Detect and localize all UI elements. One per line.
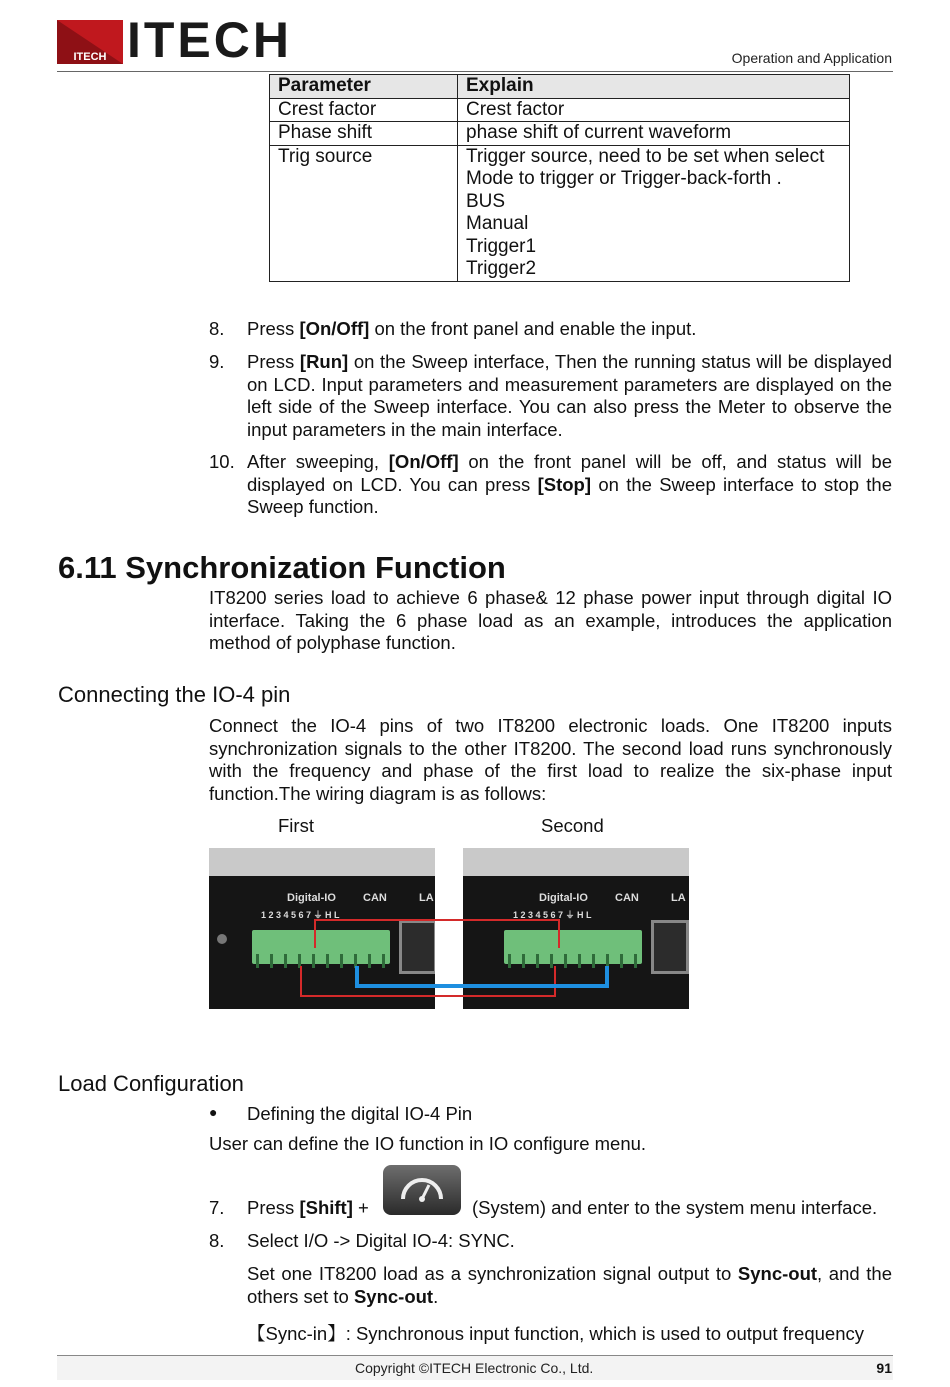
itech-logo-mark <box>57 20 123 64</box>
step-text: Press [Shift] + <box>247 1197 369 1218</box>
section-label: Operation and Application <box>731 50 892 66</box>
lan-label: LA <box>671 892 686 904</box>
step-text: After sweeping, [On/Off] on the front panel will be off, and status will be displayed on LCD. You can press [Stop] on the Sweep interface to stop the Sweep function. <box>247 451 892 517</box>
wire-blue <box>357 966 607 986</box>
step-number: 10. <box>209 451 235 472</box>
table-cell-param: Trig source <box>270 145 458 281</box>
connecting-text: Connect the IO-4 pins of two IT8200 electronic loads. One IT8200 inputs synchronization signals to the other IT8200. The second load runs synchronously with the frequency and phase of the first load to realize the six-phase input function.The wiring diagram is as follows: <box>209 715 892 804</box>
section-intro: IT8200 series load to achieve 6 phase& 12 phase power input through digital IO interface. Taking the 6 phase load as an example, introduces the application method of polyphase function. <box>209 587 892 653</box>
wire-red-lower <box>301 966 555 996</box>
explain-line: Mode to trigger or Trigger-back-forth . <box>466 168 782 189</box>
pin-numbers-label: 1 2 3 4 5 6 7 ⏚ H L <box>513 910 592 920</box>
explain-line: Manual <box>466 213 529 234</box>
logo-mark-text: ITECH <box>73 51 107 63</box>
table-row <box>270 98 850 122</box>
page-number: 91 <box>876 1360 892 1376</box>
explain-line: Trigger1 <box>466 235 537 257</box>
can-label: CAN <box>615 892 639 904</box>
logo-wordmark: ITECH <box>127 12 292 68</box>
explain-line: Trigger2 <box>466 258 537 279</box>
system-key-icon <box>383 1165 461 1215</box>
step-number: 9. <box>209 351 225 372</box>
table-header-row <box>270 75 850 99</box>
footer-divider <box>57 1355 893 1356</box>
itech-logo <box>57 12 297 68</box>
digital-io-label: Digital-IO <box>287 892 336 904</box>
header-divider <box>57 71 893 72</box>
io-config-line: User can define the IO function in IO configure menu. <box>209 1133 647 1154</box>
bullet-text: Defining the digital IO-4 Pin <box>247 1103 473 1124</box>
table-cell-param: Phase shift <box>270 122 458 146</box>
step-text: Press [Run] on the Sweep interface, Then the running status will be displayed on LCD. Input parameters and measurement parameters are displayed on the left side of the Sweep interface. You can also press the Meter to observe the input parameters in the main interface. <box>247 351 892 440</box>
step-text: Press [On/Off] on the front panel and enable the input. <box>247 318 697 339</box>
step-number: 8. <box>209 1230 225 1251</box>
sync-set-text: Set one IT8200 load as a synchronization signal output to Sync-out, and the others set to Sync-out. <box>247 1263 892 1307</box>
digital-io-label: Digital-IO <box>539 892 588 904</box>
step-number: 7. <box>209 1197 225 1218</box>
sync-in-text: 【Sync-in】: Synchronous input function, which is used to output frequency <box>247 1323 865 1344</box>
step-text: Select I/O -> Digital IO-4: SYNC. <box>247 1230 515 1251</box>
parameter-table <box>269 74 850 282</box>
subsection-title-load-config: Load Configuration <box>58 1071 244 1096</box>
table-row <box>270 145 850 281</box>
wire-red-upper <box>315 920 559 948</box>
explain-line: Trigger source, need to be set when select <box>466 145 825 167</box>
explain-line: BUS <box>466 190 506 212</box>
subsection-title-connecting: Connecting the IO-4 pin <box>58 682 291 707</box>
pin-numbers-label: 1 2 3 4 5 6 7 ⏚ H L <box>261 910 340 920</box>
table-header-parameter: Parameter <box>270 75 458 99</box>
wiring-diagram <box>209 848 689 1009</box>
can-label: CAN <box>363 892 387 904</box>
footer-copyright: Copyright ©ITECH Electronic Co., Ltd. <box>355 1360 594 1376</box>
table-cell-explain <box>458 145 850 281</box>
label-first: First <box>278 815 314 836</box>
table-cell-param: Crest factor <box>270 98 458 122</box>
table-header-explain: Explain <box>458 75 850 99</box>
lan-label: LA <box>419 892 434 904</box>
section-title: 6.11 Synchronization Function <box>58 550 506 585</box>
gauge-icon <box>383 1165 461 1215</box>
step-number: 8. <box>209 318 225 339</box>
label-second: Second <box>541 815 604 836</box>
table-row <box>270 122 850 146</box>
table-cell-explain: Crest factor <box>458 98 850 122</box>
step7-suffix: (System) and enter to the system menu interface. <box>472 1197 878 1218</box>
bullet-icon: ● <box>209 1104 218 1120</box>
table-cell-explain: phase shift of current waveform <box>458 122 850 146</box>
